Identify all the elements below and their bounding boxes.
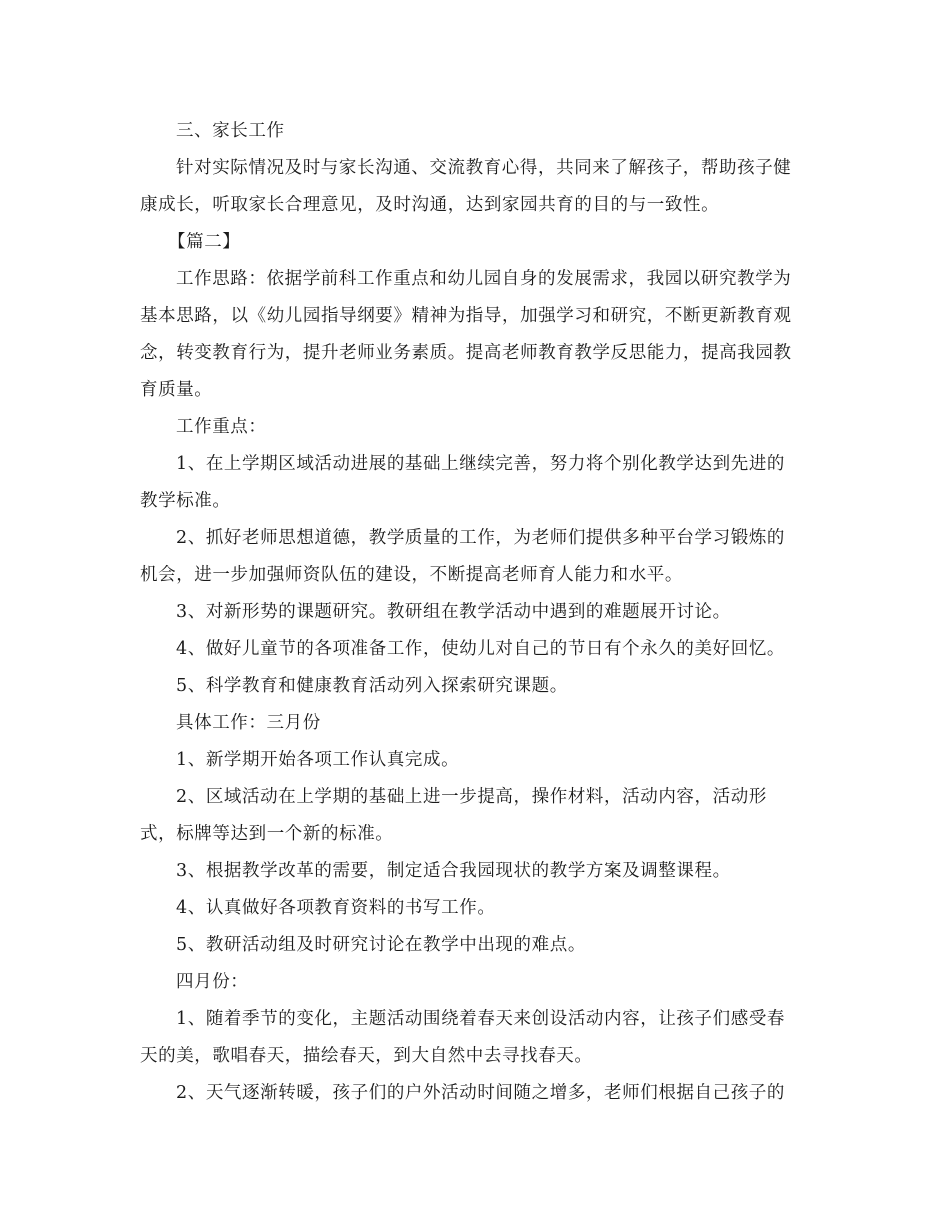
list-item-line: 5、科学教育和健康教育活动列入探索研究课题。 bbox=[176, 676, 568, 696]
list-item-line: 5、教研活动组及时研究讨论在教学中出现的难点。 bbox=[176, 935, 586, 955]
list-item-line: 4、认真做好各项教育资料的书写工作。 bbox=[176, 898, 496, 918]
list-item-line: 2、区域活动在上学期的基础上进一步提高，操作材料，活动内容，活动形 bbox=[176, 787, 767, 807]
list-item-line: 1、随着季节的变化，主题活动围绕着春天来创设活动内容，让孩子们感受春 bbox=[176, 1009, 786, 1029]
paragraph-line: 念，转变教育行为，提升老师业务素质。提高老师教育教学反思能力，提高我园教 bbox=[140, 343, 792, 363]
list-item-line: 天的美，歌唱春天，描绘春天，到大自然中去寻找春天。 bbox=[140, 1046, 593, 1066]
list-item-line: 1、在上学期区域活动进展的基础上继续完善，努力将个别化教学达到先进的 bbox=[176, 454, 786, 474]
section-heading-work-focus: 工作重点： bbox=[176, 417, 267, 437]
section-heading-part-two: 【篇二】 bbox=[168, 232, 241, 252]
list-item-line: 3、根据教学改革的需要，制定适合我园现状的教学方案及调整课程。 bbox=[176, 861, 731, 881]
list-item-line: 2、抓好老师思想道德，教学质量的工作，为老师们提供多种平台学习锻炼的 bbox=[176, 528, 786, 548]
list-item-line: 2、天气逐渐转暖，孩子们的户外活动时间随之增多，老师们根据自己孩子的 bbox=[176, 1083, 786, 1103]
list-item-line: 机会，进一步加强师资队伍的建设，不断提高老师育人能力和水平。 bbox=[140, 565, 683, 585]
list-item-line: 式，标牌等达到一个新的标准。 bbox=[140, 824, 394, 844]
paragraph-line: 康成长，听取家长合理意见，及时沟通，达到家园共育的目的与一致性。 bbox=[140, 195, 720, 215]
paragraph-line: 育质量。 bbox=[140, 380, 213, 400]
paragraph-line: 针对实际情况及时与家长沟通、交流教育心得，共同来了解孩子，帮助孩子健 bbox=[176, 158, 792, 178]
list-item-line: 教学标准。 bbox=[140, 491, 231, 511]
paragraph-line: 基本思路，以《幼儿园指导纲要》精神为指导，加强学习和研究，不断更新教育观 bbox=[140, 306, 792, 326]
list-item-line: 3、对新形势的课题研究。教研组在教学活动中遇到的难题展开讨论。 bbox=[176, 602, 731, 622]
paragraph-line: 工作思路：依据学前科工作重点和幼儿园自身的发展需求，我园以研究教学为 bbox=[176, 269, 792, 289]
section-heading-april: 四月份： bbox=[176, 972, 249, 992]
list-item-line: 1、新学期开始各项工作认真完成。 bbox=[176, 750, 460, 770]
section-heading-parent-work: 三、家长工作 bbox=[176, 121, 285, 141]
section-heading-march: 具体工作：三月份 bbox=[176, 713, 321, 733]
list-item-line: 4、做好儿童节的各项准备工作，使幼儿对自己的节日有个永久的美好回忆。 bbox=[176, 639, 786, 659]
